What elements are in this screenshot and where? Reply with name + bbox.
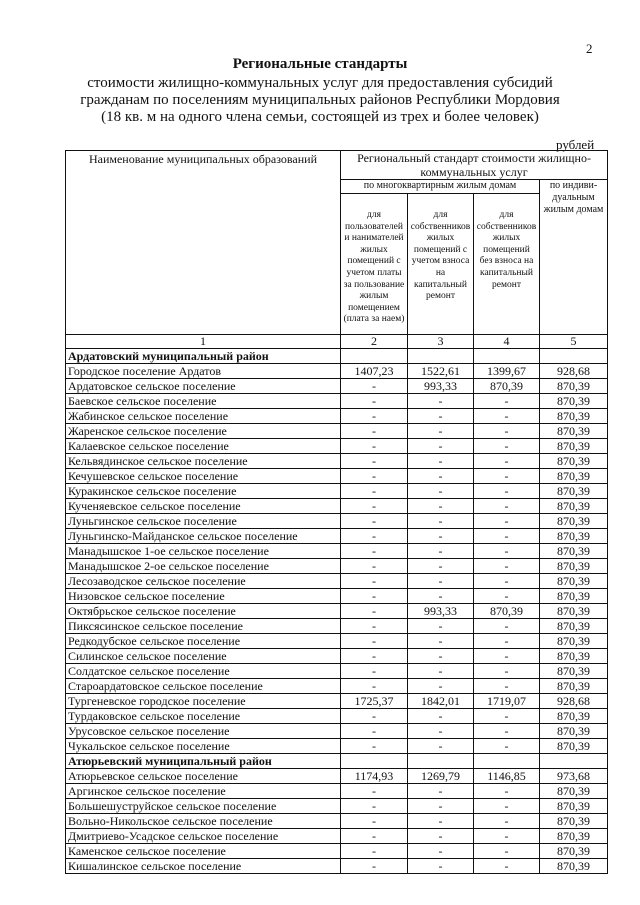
settlement-name: Ардатовское сельское поселение — [66, 379, 341, 394]
standard-value: 870,39 — [540, 589, 608, 604]
standard-value: - — [341, 724, 408, 739]
standard-value: 870,39 — [540, 649, 608, 664]
standard-value: - — [474, 469, 540, 484]
standard-value: 870,39 — [540, 424, 608, 439]
page-number: 2 — [586, 41, 593, 56]
standard-value: 928,68 — [540, 364, 608, 379]
table-row — [66, 439, 608, 454]
standard-value: - — [474, 724, 540, 739]
standard-value: - — [408, 439, 474, 454]
header-col3: для собственников жилых помещений с учетом взноса на капитальный ремонт — [408, 194, 474, 335]
standard-value: 870,39 — [540, 634, 608, 649]
standard-value: - — [341, 589, 408, 604]
standard-value: - — [408, 709, 474, 724]
standard-value: - — [341, 844, 408, 859]
standard-value: - — [474, 574, 540, 589]
settlement-name: Большешуструйское сельское поселение — [66, 799, 341, 814]
standard-value: - — [474, 439, 540, 454]
settlement-name: Лесозаводское сельское поселение — [66, 574, 341, 589]
standard-value: - — [341, 424, 408, 439]
standard-value: - — [341, 394, 408, 409]
standard-value: - — [341, 409, 408, 424]
standard-value: - — [408, 559, 474, 574]
table-body — [66, 349, 608, 874]
standard-value: - — [408, 784, 474, 799]
standard-value: - — [341, 544, 408, 559]
table-row — [66, 634, 608, 649]
settlement-name: Луньгинское сельское поселение — [66, 514, 341, 529]
standard-value: - — [341, 604, 408, 619]
settlement-name: Староардатовское сельское поселение — [66, 679, 341, 694]
empty-cell — [341, 754, 408, 769]
standard-value: - — [341, 574, 408, 589]
standard-value: - — [408, 829, 474, 844]
standard-value: - — [408, 409, 474, 424]
standard-value: 870,39 — [540, 709, 608, 724]
standard-value: 870,39 — [540, 514, 608, 529]
standard-value: - — [474, 829, 540, 844]
document-title: Региональные стандарты — [232, 56, 408, 72]
table-row — [66, 679, 608, 694]
standard-value: - — [408, 394, 474, 409]
table-row — [66, 394, 608, 409]
standard-value: - — [474, 664, 540, 679]
empty-cell — [341, 349, 408, 364]
standard-value: - — [474, 784, 540, 799]
table-row — [66, 619, 608, 634]
standard-value: 870,39 — [540, 844, 608, 859]
standard-value: 870,39 — [540, 739, 608, 754]
table-row — [66, 364, 608, 379]
standard-value: - — [474, 739, 540, 754]
settlement-name: Баевское сельское поселение — [66, 394, 341, 409]
standard-value: 870,39 — [540, 664, 608, 679]
empty-cell — [474, 349, 540, 364]
header-name: Наименование муниципальных образований — [66, 151, 341, 335]
standard-value: 1719,07 — [474, 694, 540, 709]
standard-value: - — [408, 799, 474, 814]
table-row — [66, 739, 608, 754]
table-row — [66, 484, 608, 499]
standard-value: - — [341, 634, 408, 649]
standard-value: - — [408, 619, 474, 634]
table-row — [66, 604, 608, 619]
standard-value: - — [474, 589, 540, 604]
table-row — [66, 694, 608, 709]
table-row — [66, 514, 608, 529]
standard-value: - — [474, 544, 540, 559]
table-row — [66, 829, 608, 844]
standard-value: - — [341, 484, 408, 499]
table-row — [66, 409, 608, 424]
standard-value: - — [341, 619, 408, 634]
settlement-name: Турдаковское сельское поселение — [66, 709, 341, 724]
standard-value: - — [474, 634, 540, 649]
settlement-name: Атюрьевское сельское поселение — [66, 769, 341, 784]
standard-value: 870,39 — [540, 724, 608, 739]
settlement-name: Жабинское сельское поселение — [66, 409, 341, 424]
settlement-name: Солдатское сельское поселение — [66, 664, 341, 679]
standard-value: 1522,61 — [408, 364, 474, 379]
standard-value: - — [474, 559, 540, 574]
standard-value: - — [341, 559, 408, 574]
table-row — [66, 859, 608, 874]
standard-value: 870,39 — [540, 574, 608, 589]
standard-value: - — [474, 709, 540, 724]
standard-value: - — [408, 499, 474, 514]
standard-value: 870,39 — [540, 604, 608, 619]
empty-cell — [408, 349, 474, 364]
standard-value: 1842,01 — [408, 694, 474, 709]
district-name: Ардатовский муниципальный район — [66, 349, 341, 364]
column-number: 5 — [540, 335, 608, 349]
standard-value: - — [408, 469, 474, 484]
units-label: рублей — [556, 137, 595, 152]
standard-value: - — [474, 454, 540, 469]
standard-value: - — [341, 439, 408, 454]
header-standard: Региональный стандарт стоимости жилищно-коммунальных услуг — [341, 151, 608, 180]
standard-value: 870,39 — [474, 604, 540, 619]
table-row — [66, 589, 608, 604]
settlement-name: Чукальское сельское поселение — [66, 739, 341, 754]
standard-value: - — [408, 844, 474, 859]
standard-value: - — [341, 784, 408, 799]
subtitle-line: стоимости жилищно-коммунальных услуг для предоставления субсидий — [87, 75, 553, 91]
standard-value: - — [474, 679, 540, 694]
standard-value: - — [341, 454, 408, 469]
table-row — [66, 424, 608, 439]
table-row — [66, 559, 608, 574]
standard-value: 1399,67 — [474, 364, 540, 379]
standard-value: - — [408, 739, 474, 754]
empty-cell — [540, 754, 608, 769]
standard-value: - — [474, 859, 540, 874]
standard-value: 1725,37 — [341, 694, 408, 709]
standard-value: - — [408, 649, 474, 664]
table-row — [66, 844, 608, 859]
standard-value: 870,39 — [540, 454, 608, 469]
standard-value: 1146,85 — [474, 769, 540, 784]
standard-value: 870,39 — [540, 619, 608, 634]
settlement-name: Вольно-Никольское сельское поселение — [66, 814, 341, 829]
standard-value: - — [408, 529, 474, 544]
standard-value: 870,39 — [540, 394, 608, 409]
standard-value: - — [474, 814, 540, 829]
header-individual: по индиви-дуальным жилым домам — [540, 180, 608, 335]
table-row — [66, 454, 608, 469]
settlement-name: Кишалинское сельское поселение — [66, 859, 341, 874]
standard-value: - — [408, 484, 474, 499]
standard-value: - — [474, 499, 540, 514]
table-row — [66, 499, 608, 514]
standard-value: - — [474, 409, 540, 424]
standard-value: - — [474, 844, 540, 859]
settlement-name: Кученяевское сельское поселение — [66, 499, 341, 514]
standard-value: - — [341, 739, 408, 754]
settlement-name: Дмитриево-Усадское сельское поселение — [66, 829, 341, 844]
standard-value: 1407,23 — [341, 364, 408, 379]
standard-value: 1174,93 — [341, 769, 408, 784]
standard-value: - — [474, 529, 540, 544]
standard-value: - — [408, 859, 474, 874]
empty-cell — [540, 349, 608, 364]
standard-value: 1269,79 — [408, 769, 474, 784]
standard-value: 993,33 — [408, 604, 474, 619]
standard-value: - — [341, 664, 408, 679]
standard-value: - — [408, 514, 474, 529]
standard-value: - — [408, 679, 474, 694]
table-row — [66, 769, 608, 784]
settlement-name: Манадышское 1-ое сельское поселение — [66, 544, 341, 559]
standard-value: 928,68 — [540, 694, 608, 709]
settlement-name: Каменское сельское поселение — [66, 844, 341, 859]
settlement-name: Кечушевское сельское поселение — [66, 469, 341, 484]
standard-value: - — [341, 469, 408, 484]
standard-value: 870,39 — [540, 859, 608, 874]
standard-value: - — [474, 649, 540, 664]
table-row — [66, 724, 608, 739]
standard-value: 870,39 — [540, 679, 608, 694]
standard-value: 870,39 — [540, 439, 608, 454]
settlement-name: Силинское сельское поселение — [66, 649, 341, 664]
table-row — [66, 784, 608, 799]
column-number: 2 — [341, 335, 408, 349]
settlement-name: Пиксясинское сельское поселение — [66, 619, 341, 634]
standard-value: - — [474, 514, 540, 529]
standard-value: 870,39 — [540, 829, 608, 844]
standard-value: - — [341, 829, 408, 844]
standard-value: - — [341, 649, 408, 664]
settlement-name: Тургеневское городское поселение — [66, 694, 341, 709]
standard-value: 870,39 — [540, 484, 608, 499]
subtitle-line: (18 кв. м на одного члена семьи, состоящей из трех и более человек) — [101, 109, 539, 125]
standard-value: - — [408, 589, 474, 604]
standard-value: - — [341, 529, 408, 544]
table-row — [66, 544, 608, 559]
header-col2: для пользователей и нанимателей жилых помещений с учетом платы за пользование жилым помещением (плата за наем) — [341, 194, 408, 335]
empty-cell — [474, 754, 540, 769]
column-number: 1 — [66, 335, 341, 349]
empty-cell — [408, 754, 474, 769]
standard-value: 870,39 — [540, 469, 608, 484]
standard-value: 870,39 — [540, 559, 608, 574]
standard-value: 870,39 — [540, 409, 608, 424]
column-number: 4 — [474, 335, 540, 349]
standard-value: - — [408, 454, 474, 469]
table-row — [66, 529, 608, 544]
standard-value: 870,39 — [474, 379, 540, 394]
district-name: Атюрьевский муниципальный район — [66, 754, 341, 769]
settlement-name: Аргинское сельское поселение — [66, 784, 341, 799]
subtitle-line: гражданам по поселениям муниципальных районов Республики Мордовия — [80, 92, 560, 108]
district-row — [66, 754, 608, 769]
standard-value: - — [341, 709, 408, 724]
standard-value: - — [408, 544, 474, 559]
standard-value: 870,39 — [540, 784, 608, 799]
standard-value: - — [474, 394, 540, 409]
standard-value: - — [474, 799, 540, 814]
standard-value: 993,33 — [408, 379, 474, 394]
standard-value: - — [341, 499, 408, 514]
standard-value: - — [341, 859, 408, 874]
column-number: 3 — [408, 335, 474, 349]
table-row — [66, 709, 608, 724]
standard-value: - — [474, 424, 540, 439]
table-row — [66, 649, 608, 664]
settlement-name: Манадышское 2-ое сельское поселение — [66, 559, 341, 574]
district-row — [66, 349, 608, 364]
standard-value: - — [474, 484, 540, 499]
settlement-name: Калаевское сельское поселение — [66, 439, 341, 454]
standard-value: 870,39 — [540, 379, 608, 394]
standard-value: - — [408, 724, 474, 739]
standard-value: - — [341, 814, 408, 829]
standard-value: - — [408, 424, 474, 439]
table-row — [66, 379, 608, 394]
standard-value: - — [341, 379, 408, 394]
standard-value: 870,39 — [540, 544, 608, 559]
standard-value: 870,39 — [540, 499, 608, 514]
standard-value: - — [408, 634, 474, 649]
table-row — [66, 799, 608, 814]
settlement-name: Городское поселение Ардатов — [66, 364, 341, 379]
standard-value: 870,39 — [540, 529, 608, 544]
settlement-name: Октябрьское сельское поселение — [66, 604, 341, 619]
header-col4: для собственников жилых помещений без взноса на капитальный ремонт — [474, 194, 540, 335]
standard-value: 973,68 — [540, 769, 608, 784]
table-row — [66, 574, 608, 589]
settlement-name: Луньгинско-Майданское сельское поселение — [66, 529, 341, 544]
standard-value: - — [474, 619, 540, 634]
standard-value: - — [341, 514, 408, 529]
table-row — [66, 814, 608, 829]
settlement-name: Кельвядинское сельское поселение — [66, 454, 341, 469]
settlement-name: Урусовское сельское поселение — [66, 724, 341, 739]
header-apartment: по многоквартирным жилым домам — [341, 180, 540, 194]
settlement-name: Низовское сельское поселение — [66, 589, 341, 604]
standard-value: - — [408, 574, 474, 589]
standard-value: 870,39 — [540, 799, 608, 814]
settlement-name: Куракинское сельское поселение — [66, 484, 341, 499]
standards-table — [65, 150, 608, 874]
table-row — [66, 469, 608, 484]
table-row — [66, 664, 608, 679]
standard-value: - — [408, 814, 474, 829]
standard-value: - — [341, 799, 408, 814]
standard-value: - — [408, 664, 474, 679]
standard-value: 870,39 — [540, 814, 608, 829]
settlement-name: Редкодубское сельское поселение — [66, 634, 341, 649]
standard-value: - — [341, 679, 408, 694]
settlement-name: Жаренское сельское поселение — [66, 424, 341, 439]
